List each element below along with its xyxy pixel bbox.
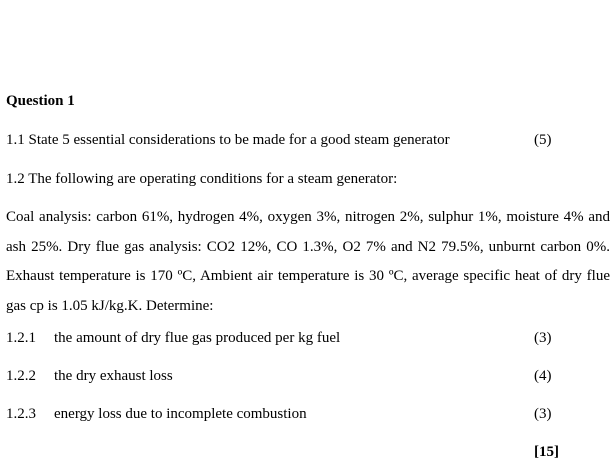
subquestion-text: the dry exhaust loss bbox=[54, 368, 173, 384]
total-marks: [15] bbox=[534, 444, 559, 460]
question-title: Question 1 bbox=[6, 93, 75, 109]
conditions-paragraph: Coal analysis: carbon 61%, hydrogen 4%, oxygen 3%, nitrogen 2%, sulphur 1%, moisture 4% and ash 25%. Dry flue gas analysis: CO2 12%, CO 1.3%, O2 7% and N2 79.5%, unburnt carbon 0%. Exhaust temperature is 170 ºC, Ambient air temperature is 30 ºC, average specific heat of dry flue gas cp is 1.05 kJ/kg.K. Determine: bbox=[6, 209, 610, 314]
subquestion-text: energy loss due to incomplete combustion bbox=[54, 406, 307, 422]
subquestion-marks: (3) bbox=[534, 330, 552, 346]
question-1-1-text: 1.1 State 5 essential considerations to be made for a good steam generator bbox=[6, 132, 450, 148]
subquestion-number: 1.2.1 bbox=[6, 330, 36, 346]
subquestion-marks: (4) bbox=[534, 368, 552, 384]
question-1-1-marks: (5) bbox=[534, 132, 552, 148]
subquestion-number: 1.2.2 bbox=[6, 368, 36, 384]
subquestion-number: 1.2.3 bbox=[6, 406, 36, 422]
subquestion-marks: (3) bbox=[534, 406, 552, 422]
question-1-2-intro: 1.2 The following are operating conditions for a steam generator: bbox=[6, 171, 398, 187]
subquestion-text: the amount of dry flue gas produced per kg fuel bbox=[54, 330, 341, 346]
